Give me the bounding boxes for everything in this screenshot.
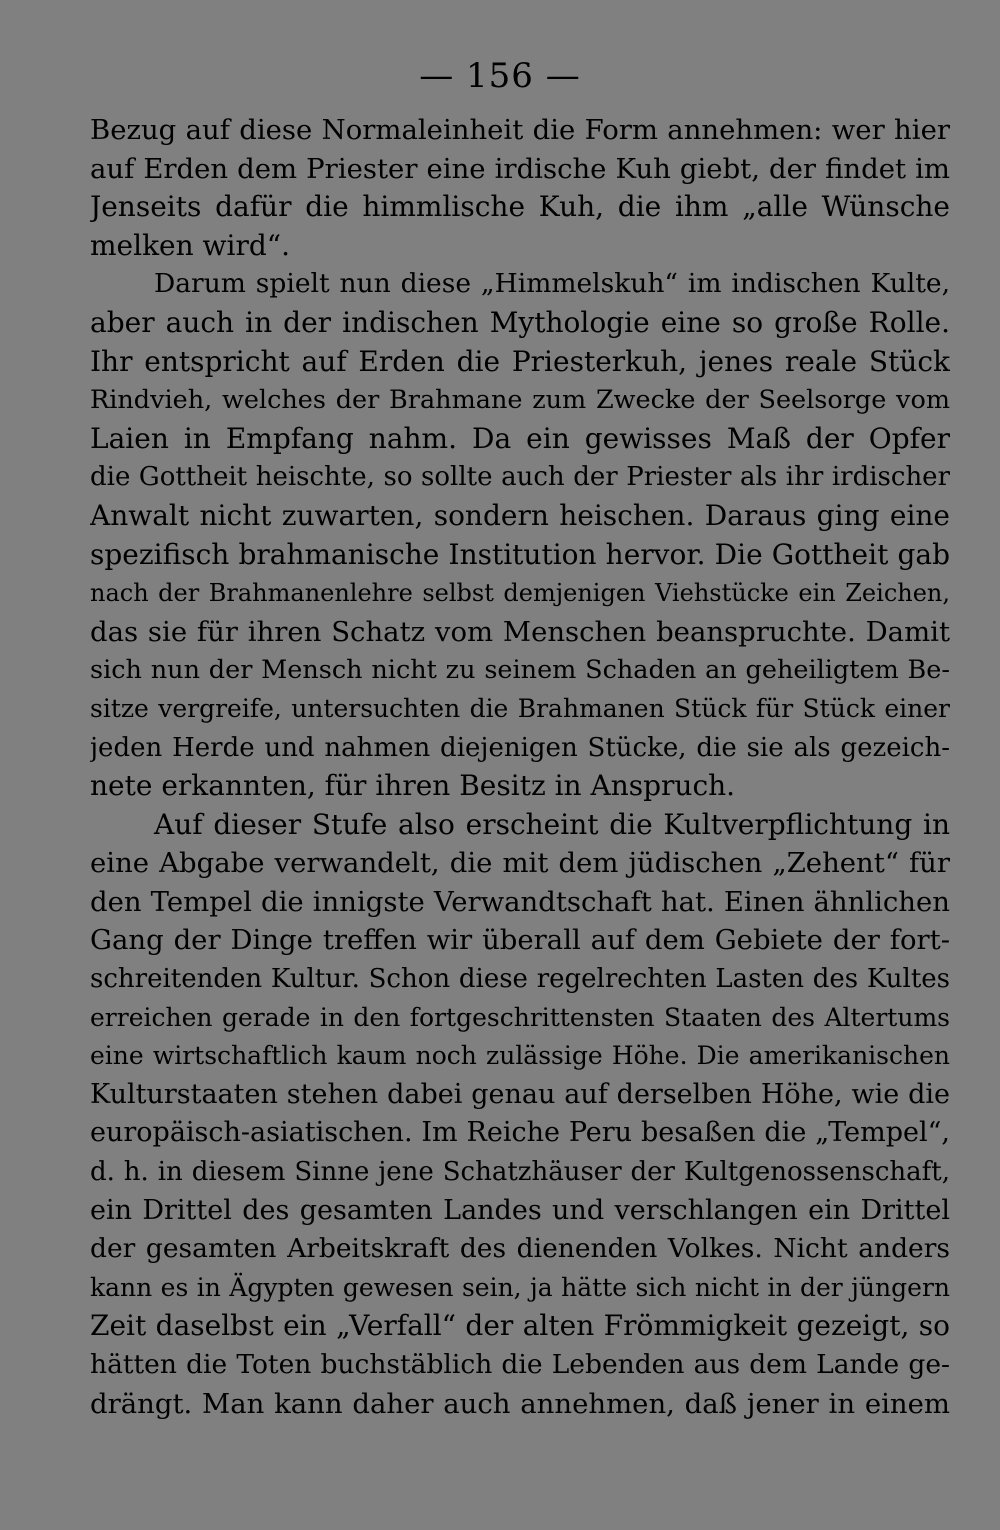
body-text [90, 111, 950, 1423]
text-line: Jenseits dafür die himmlische Kuh, die ihm „alle Wünsche [90, 190, 950, 224]
text-line: Bezug auf diese Normaleinheit die Form annehmen: wer hier [90, 114, 950, 146]
text-line: Anwalt nicht zuwarten, sondern heischen. Daraus ging eine [90, 498, 950, 532]
text-line: eine wirtschaftlich kaum noch zulässige Höhe. Die amerikanischen [90, 1041, 950, 1071]
text-line: d. h. in diesem Sinne jene Schatzhäuser der Kultgenossenschaft, [90, 1157, 950, 1188]
text-line: der gesamten Arbeitskraft des dienenden Volkes. Nicht anders [90, 1233, 950, 1265]
text-line: europäisch-asiatischen. Im Reiche Peru besaßen die „Tempel“, [90, 1117, 950, 1149]
text-line: sitze vergreife, untersuchten die Brahmanen Stück für Stück einer [90, 693, 950, 723]
text-line: ein Drittel des gesamten Landes und verschlangen ein Drittel [90, 1194, 950, 1226]
text-line: Zeit daselbst ein „Verfall“ der alten Frömmigkeit gezeigt, so [90, 1309, 950, 1343]
text-line: den Tempel die innigste Verwandtschaft hat. Einen ähnlichen [90, 885, 950, 918]
text-line: schreitenden Kultur. Schon diese regelrechten Lasten des Kultes [90, 964, 950, 995]
text-line: spezifisch brahmanische Institution hervor. Die Gottheit gab [90, 537, 950, 571]
text-line: nach der Brahmanenlehre selbst demjenigen Viehstücke ein Zeichen, [90, 579, 950, 608]
text-line: jeden Herde und nahmen diejenigen Stücke, die sie als gezeich- [90, 732, 950, 763]
text-line: Laien in Empfang nahm. Da ein gewisses Maß der Opfer [90, 421, 950, 455]
text-line: drängt. Man kann daher auch annehmen, daß jener in einem [90, 1387, 950, 1420]
text-line: das sie für ihren Schatz vom Menschen beanspruchte. Damit [90, 615, 950, 648]
text-line: Rindvieh, welches der Brahmane zum Zwecke der Seelsorge vom [90, 385, 950, 416]
page-number: — 156 — [419, 56, 581, 96]
text-line: Gang der Dinge treffen wir überall auf dem Gebiete der fort- [90, 924, 950, 957]
text-line: Darum spielt nun diese „Himmelskuh“ im indischen Kulte, [154, 268, 950, 300]
text-line: eine Abgabe verwandelt, die mit dem jüdischen „Zehent“ für [90, 847, 950, 880]
text-line: aber auch in der indischen Mythologie eine so große Rolle. [90, 305, 950, 339]
text-line: Kulturstaaten stehen dabei genau auf derselben Höhe, wie die [90, 1078, 950, 1110]
text-line: hätten die Toten buchstäblich die Lebenden aus dem Lande ge- [90, 1349, 950, 1380]
text-line: die Gottheit heischte, so sollte auch der Priester als ihr irdischer [90, 462, 950, 493]
text-line: Auf dieser Stufe also erscheint die Kultverpflichtung in [154, 807, 950, 841]
text-line: melken wird“. [90, 228, 290, 262]
text-line: kann es in Ägypten gewesen sein, ja hätte sich nicht in der jüngern [90, 1272, 950, 1302]
text-line: Ihr entspricht auf Erden die Priesterkuh, jenes reale Stück [90, 344, 950, 378]
text-line: nete erkannten, für ihren Besitz in Anspruch. [90, 769, 736, 803]
text-line: erreichen gerade in den fortgeschrittensten Staaten des Altertums [90, 1002, 950, 1032]
text-line: sich nun der Mensch nicht zu seinem Schaden an geheiligtem Be- [90, 655, 950, 686]
text-line: auf Erden dem Priester eine irdische Kuh giebt, der findet im [90, 152, 950, 185]
